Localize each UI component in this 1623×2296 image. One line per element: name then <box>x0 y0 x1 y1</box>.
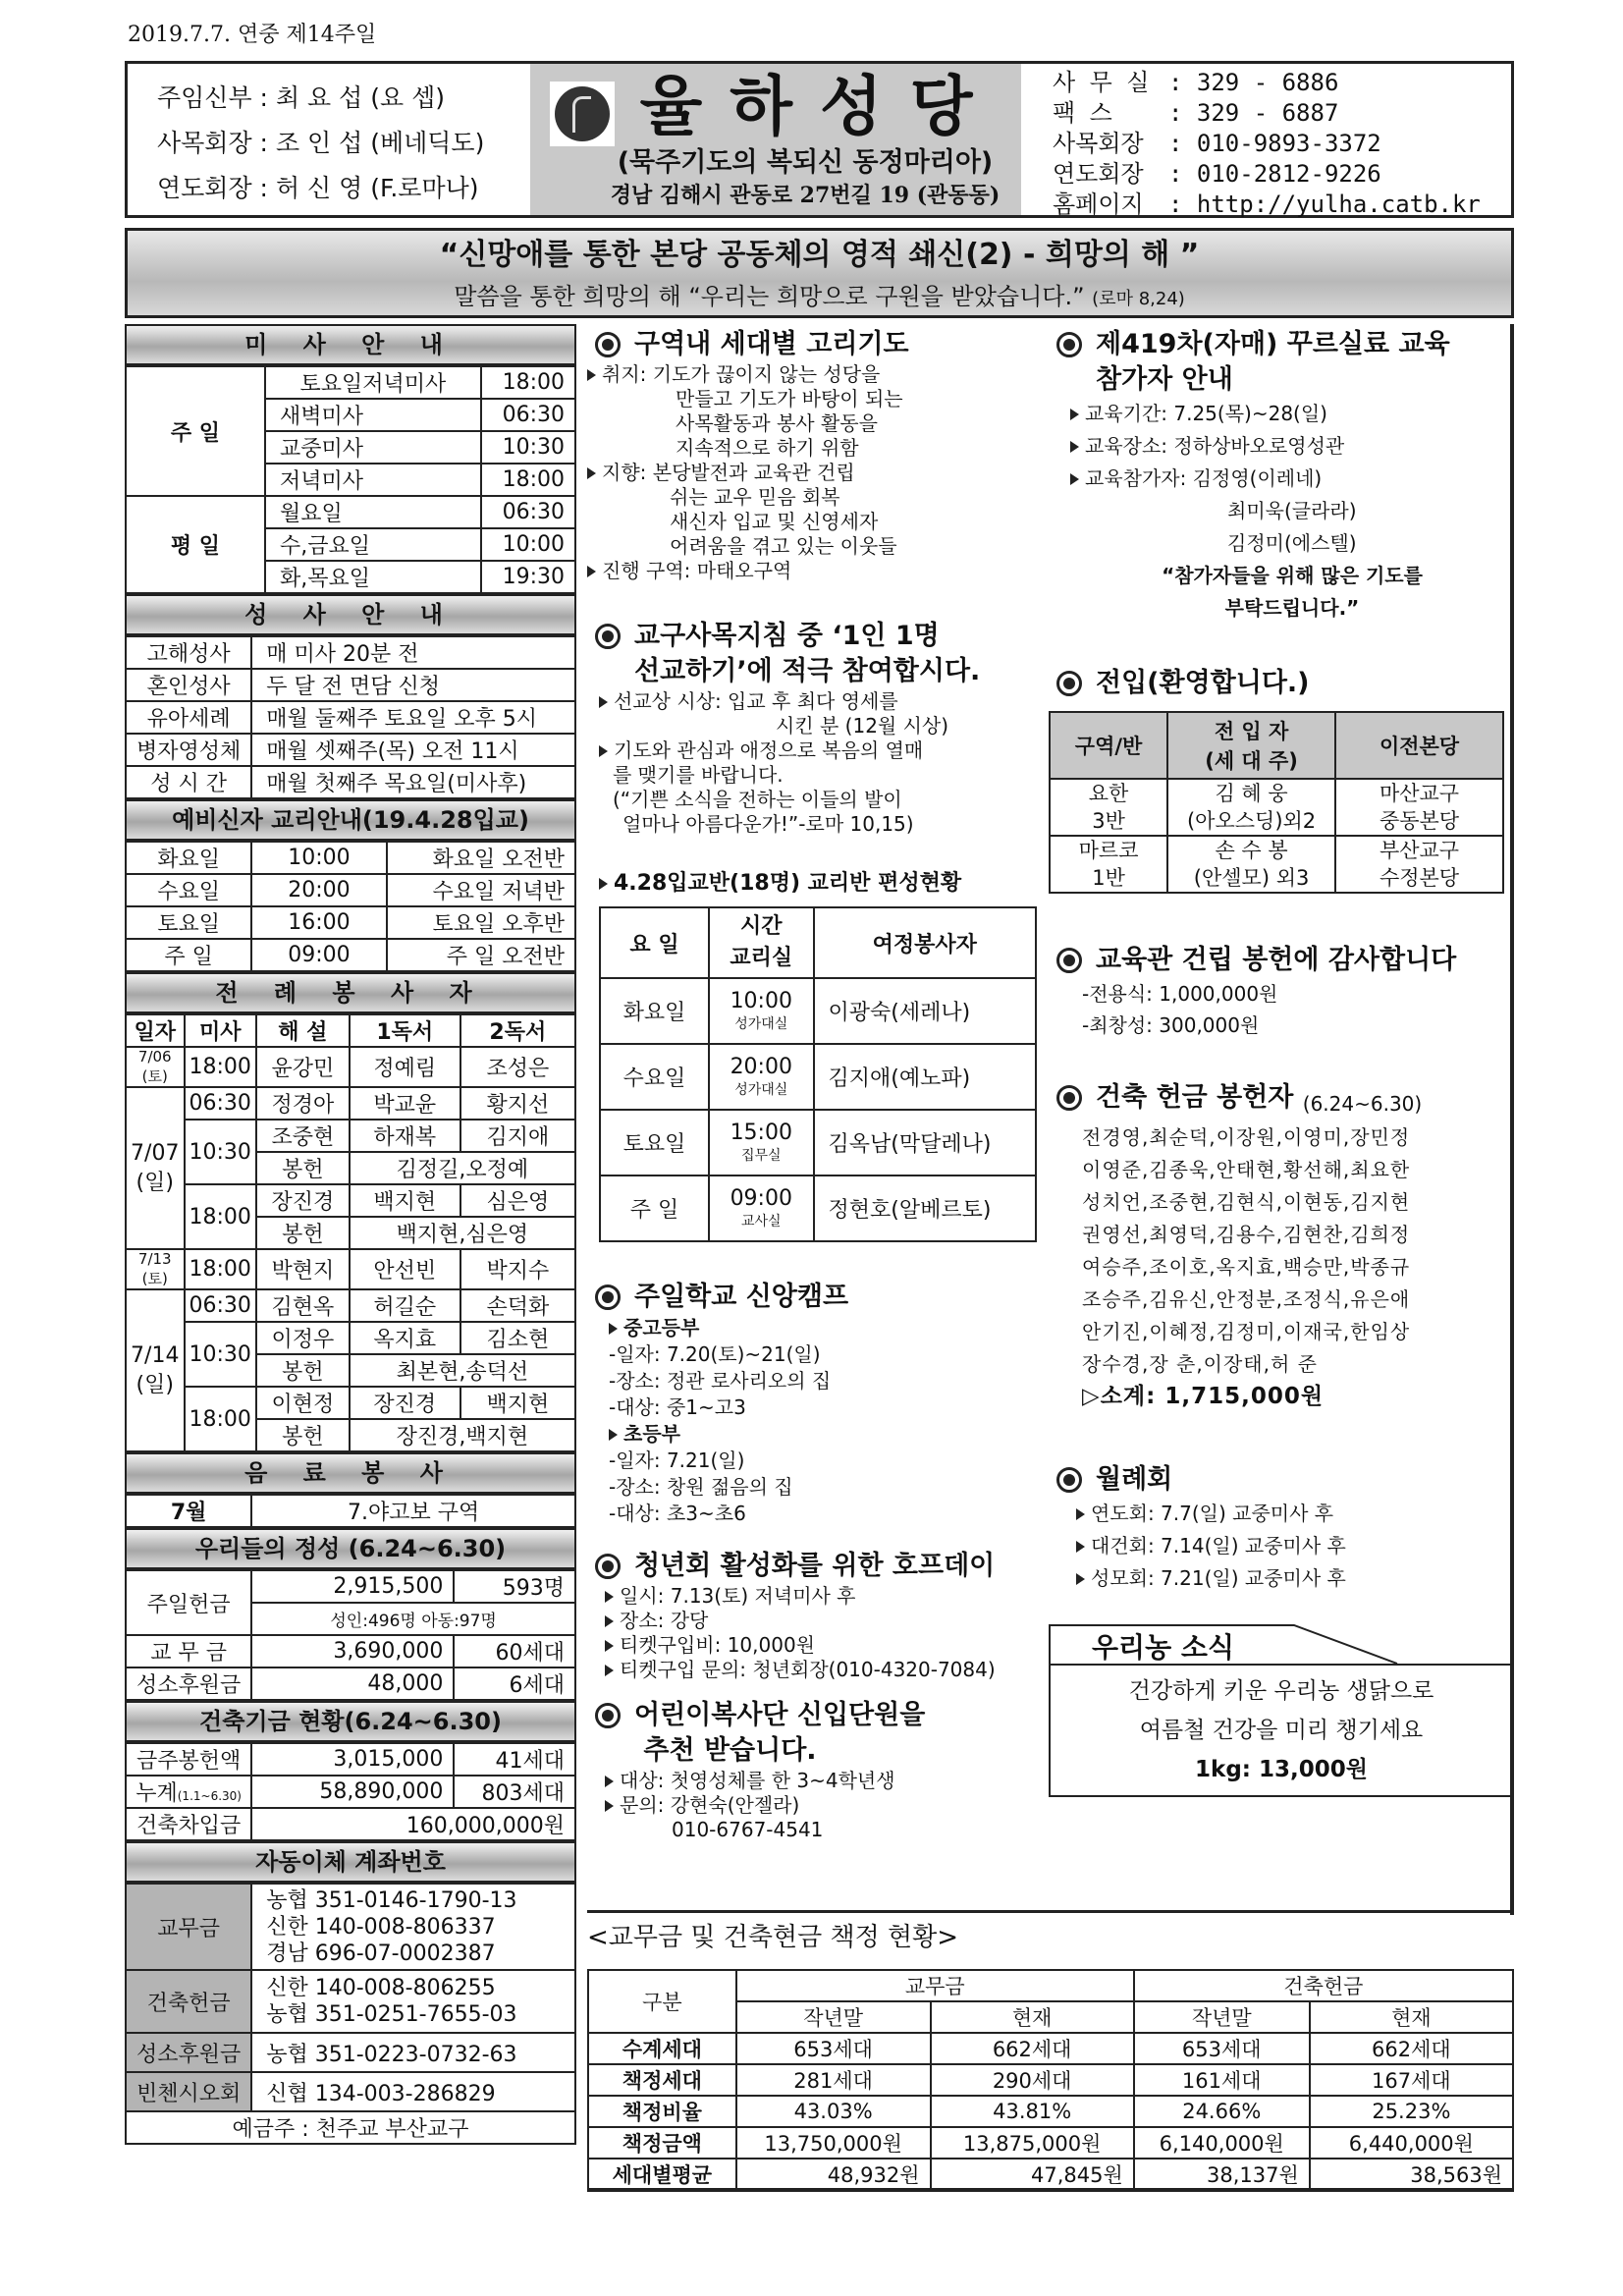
education-hall-title: 교육관 건립 봉헌에 감사합니다 <box>1049 943 1514 978</box>
staff-pastor: 주임신부 : 최 요 섭 (요 셉) <box>157 83 445 112</box>
farm-news-tab: 우리농 소식 <box>1049 1624 1514 1664</box>
section-divider <box>587 1910 1514 1913</box>
donor-list: 전경영,최순덕,이장원,이영미,장민정 이영준,김종욱,안태현,황선해,최요한 성치언,조중현,김현식,이현동,김지현 권영선,최영덕,김용수,김현찬,김희정 여승주,조이호,옥지효,백승만,박종규 조승주,김유신,안정분,조정식,유은애 안기진,이혜정,김정미,이재국,한임상 장수경,장 춘,이장태,허 준 ▷소계: 1,715,000원 <box>1049 1121 1514 1413</box>
camp-body: 중고등부 -일자: 7.20(토)~21(일) -장소: 정관 로사리오의 집 -대상: 중1~고3 초등부 -일자: 7.21(일) -장소: 창원 젊음의 집 -대상: 초3~초6 <box>609 1316 832 1525</box>
donor-subtotal: ▷소계: 1,715,000원 <box>1082 1384 1325 1409</box>
accounts-heading: 자동이체 계좌번호 <box>125 1841 576 1883</box>
monthly-meetings-title: 월례회 <box>1049 1462 1514 1498</box>
church-patron: (묵주기도의 복되신 동정마리아) <box>617 147 994 178</box>
triangle-bullet-icon <box>1070 441 1079 453</box>
mission-body: 선교상 시상: 입교 후 최다 영세를 시킨 분 (12월 시상) 기도와 관심과 애정으로 복음의 열매 를 맺기를 바랍니다. (“기쁜 소식을 전하는 이들의 발이 얼마나 아름다운가!”-로마 10,15) <box>587 689 1039 837</box>
middle-column <box>587 327 1039 1842</box>
church-title-block <box>530 64 1021 215</box>
assessment-section <box>587 1920 1514 2191</box>
farm-news-box <box>1049 1624 1514 1797</box>
assessment-title: <교무금 및 건축현금 책정 현황> <box>587 1923 959 1952</box>
contact-council: 사목회장 : 010-9893-3372 <box>1053 130 1381 157</box>
class-table: 요 일 시간 교리실 여정봉사자 화요일 10:00 성가대실 이광숙(세레나) 수요일 20:00 성가대실 김지애(예노파) 토요일 15:00 집무실 김옥남(막달레나) 주 일 09:00 교사실 정현호(알베르토) <box>599 906 1037 1242</box>
contact-purgatory: 연도회장 : 010-2812-9226 <box>1053 160 1381 188</box>
triangle-bullet-icon <box>599 696 608 708</box>
triangle-bullet-icon <box>599 745 608 757</box>
liturgy-heading: 전 례 봉 사 자 <box>125 972 576 1013</box>
sacraments-table: 고해성사 매 미사 20분 전 혼인성사 두 달 전 면담 신청 유아세례 매월 둘째주 토요일 오후 5시 병자영성체 매월 셋째주(목) 오전 11시 성 시 간 매월 첫째주 목요일(미사후) <box>125 635 576 799</box>
bulletin-date: 2019.7.7. 연중 제14주일 <box>128 23 377 47</box>
contact-office: 사 무 실 : 329 - 6886 <box>1053 69 1339 96</box>
offerings-table: 주일헌금 2,915,500 593명 성인:496명 아동:97명 교 무 금 3,690,000 60세대 성소후원금 48,000 6세대 <box>125 1569 576 1701</box>
theme-banner <box>125 228 1514 318</box>
beverage-heading: 음 료 봉 사 <box>125 1452 576 1494</box>
column-divider <box>1510 324 1514 1915</box>
bullseye-icon <box>1056 332 1082 357</box>
bullseye-icon <box>1056 671 1082 696</box>
hopeday-body: 일시: 7.13(토) 저녁미사 후 장소: 강당 티켓구입비: 10,000원 티켓구입 문의: 청년회장(010-4320-7084) <box>587 1584 1039 1682</box>
church-name: 율하성당 <box>639 69 1001 144</box>
prayer-chain-body: 취지: 기도가 끊이지 않는 성당을 만들고 기도가 바탕이 되는 사목활동과 봉사 활동을 지속적으로 하기 위함 지향: 본당발전과 교육관 건립 쉬는 교우 믿음 회복 새신자 입교 및 신영세자 어려움을 겪고 있는 이웃들 진행 구역: 마태오구역 <box>587 362 1039 583</box>
building-fund-heading: 건축기금 현황(6.24~6.30) <box>125 1701 576 1742</box>
bottom-border <box>587 2188 1514 2192</box>
building-fund-table: 금주봉헌액 3,015,000 41세대 누계(1.1~6.30) 58,890,000 803세대 건축차입금 160,000,000원 <box>125 1742 576 1841</box>
camp-title: 주일학교 신앙캠프 <box>587 1280 1039 1315</box>
theme-subtitle: 말씀을 통한 희망의 해 “우리는 희망으로 구원을 받았습니다.” (로마 8,24) <box>454 283 1185 310</box>
bullseye-icon <box>595 1703 621 1728</box>
left-column <box>125 324 576 2145</box>
bullseye-icon <box>595 332 621 357</box>
catechumen-table: 화요일 10:00 화요일 오전반 수요일 20:00 수요일 저녁반 토요일 16:00 토요일 오후반 주 일 09:00 주 일 오전반 <box>125 841 576 972</box>
bullseye-icon <box>595 1554 621 1579</box>
contact-fax: 팩 스 : 329 - 6887 <box>1053 99 1339 127</box>
prayer-chain-title: 구역내 세대별 고리기도 <box>587 327 1039 362</box>
accounts-table: 교무금 농협 351-0146-1790-13 신한 140-008-806337 경남 696-07-0002387 건축헌금 신한 140-008-806255 농협 351-0251-7655-03 성소후원금 농협 351-0223-0732-63 빈첸시오회 신협 134-003-286829 예금주 : 천주교 부산교구 <box>125 1883 576 2145</box>
assessment-table: 구분 교무금 건축헌금 작년말 현재 작년말 현재 수계세대 653세대 662세대 653세대 662세대 책정세대 281세대 290세대 161세대 167세대 책정비율 43.03% 43.81% 24.66% 25.23% 책정금액 13,750,000원 13,875,000원 6,140,000원 6,440,000원 세대별평균 48,932원 47,845원 38,137원 38,563원 <box>587 1969 1514 2191</box>
triangle-bullet-icon <box>605 1800 614 1812</box>
church-address: 경남 김해시 관동로 27번길 19 (관동동) <box>610 183 1001 208</box>
triangle-bullet-icon <box>605 1776 614 1787</box>
triangle-bullet-icon <box>609 1323 618 1335</box>
sacraments-heading: 성 사 안 내 <box>125 594 576 635</box>
bulletin-header <box>125 61 1514 218</box>
liturgy-table: 일자 미사 해 설 1독서 2독서 7/06 (토) 18:00 윤강민 정예림 조성은 7/07 (일) 06:30 정경아 박교윤 황지선 10:30 조중현 하재복 김지애 봉헌 김정길,오정예 18:00 장진경 백지현 심은영 봉헌 백지현,심은영 7/13 (토) 18:00 박현지 안선빈 박지수 7/14 (일) 06:30 김현옥 허길순 손덕화 10:30 이정우 옥지효 김소현 봉헌 최본현,송덕선 18:00 이현정 장진경 백지현 봉헌 장진경,백지현 <box>125 1013 576 1452</box>
triangle-bullet-icon <box>587 467 596 479</box>
bullseye-icon <box>1056 948 1082 973</box>
contact-list <box>1021 64 1511 218</box>
theme-title: “신망애를 통한 본당 공동체의 영적 쇄신(2) - 희망의 해 ” <box>439 238 1200 272</box>
farm-news-body: 건강하게 키운 우리농 생닭으로 여름철 건강을 미리 챙기세요 1kg: 13,000원 <box>1049 1664 1514 1797</box>
class-table-title: 4.28입교반(18명) 교리반 편성현황 <box>587 866 1039 897</box>
cursillo-title: 제419차(자매) 꾸르실료 교육 참가자 안내 <box>1049 327 1514 398</box>
church-logo-icon <box>550 82 615 146</box>
altar-servers-body: 대상: 첫영성체를 한 3~4학년생 문의: 강현숙(안젤라) 010-6767-4541 <box>587 1769 1039 1842</box>
catechumen-heading: 예비신자 교리안내(19.4.28입교) <box>125 799 576 841</box>
triangle-bullet-icon <box>605 1665 614 1676</box>
triangle-bullet-icon <box>599 878 608 890</box>
triangle-bullet-icon <box>587 566 596 577</box>
welcome-title: 전입(환영합니다.) <box>1049 666 1514 701</box>
triangle-bullet-icon <box>1070 409 1079 420</box>
hopeday-title: 청년회 활성화를 위한 호프데이 <box>587 1549 1039 1584</box>
triangle-bullet-icon <box>1070 473 1079 485</box>
mass-schedule-table: 주 일 토요일저녁미사 18:00 새벽미사 06:30 교중미사 10:30 저녁미사 18:00 평 일 월요일 06:30 수,금요일 10:00 화,목요일 19:30 <box>125 365 576 594</box>
mass-schedule-heading: 미 사 안 내 <box>125 324 576 365</box>
right-column <box>1049 327 1514 1797</box>
staff-council-president: 사목회장 : 조 인 섭 (베네딕도) <box>157 129 485 157</box>
bullseye-icon <box>595 624 621 649</box>
triangle-bullet-icon <box>1076 1573 1085 1585</box>
staff-purgatory-president: 연도회장 : 허 신 영 (F.로마나) <box>157 174 479 202</box>
offerings-heading: 우리들의 정성 (6.24~6.30) <box>125 1528 576 1569</box>
education-hall-body: -전용식: 1,000,000원 -최창성: 300,000원 <box>1082 982 1278 1037</box>
triangle-bullet-icon <box>1076 1508 1085 1520</box>
mission-title: 교구사목지침 중 ‘1인 1명 선교하기’에 적극 참여합시다. <box>587 619 1039 689</box>
triangle-bullet-icon <box>605 1591 614 1603</box>
altar-servers-title: 어린이복사단 신입단원을 추천 받습니다. <box>587 1698 1039 1769</box>
donors-title: 건축 헌금 봉헌자 (6.24~6.30) <box>1049 1080 1514 1121</box>
bullseye-icon <box>1056 1467 1082 1493</box>
contact-homepage[interactable]: 홈페이지 : http://yulha.catb.kr <box>1053 191 1481 218</box>
triangle-bullet-icon <box>587 369 596 381</box>
welcome-table: 구역/반 전 입 자 (세 대 주) 이전본당 요한 3반 김 혜 웅 (아오스딩)외2 마산교구 중동본당 마르코 1반 손 수 봉 (안셀모) 외3 부산교구 수정본당 <box>1049 711 1504 894</box>
staff-list <box>128 64 530 215</box>
bullseye-icon <box>595 1285 621 1310</box>
triangle-bullet-icon <box>1076 1541 1085 1553</box>
bullseye-icon <box>1056 1085 1082 1111</box>
cursillo-body: 교육기간: 7.25(목)~28(일) 교육장소: 정하상바오로영성관 교육참가자: 김정영(이레네) 최미욱(글라라) 김정미(에스텔) “참가자들을 위해 많은 기도를 부탁드립니다.” <box>1049 398 1514 625</box>
triangle-bullet-icon <box>605 1640 614 1652</box>
triangle-bullet-icon <box>609 1429 618 1441</box>
beverage-table: 7월 7.야고보 구역 <box>125 1494 576 1528</box>
monthly-meetings-body: 연도회: 7.7(일) 교중미사 후 대건회: 7.14(일) 교중미사 후 성모회: 7.21(일) 교중미사 후 <box>1049 1498 1514 1595</box>
triangle-bullet-icon <box>605 1615 614 1627</box>
